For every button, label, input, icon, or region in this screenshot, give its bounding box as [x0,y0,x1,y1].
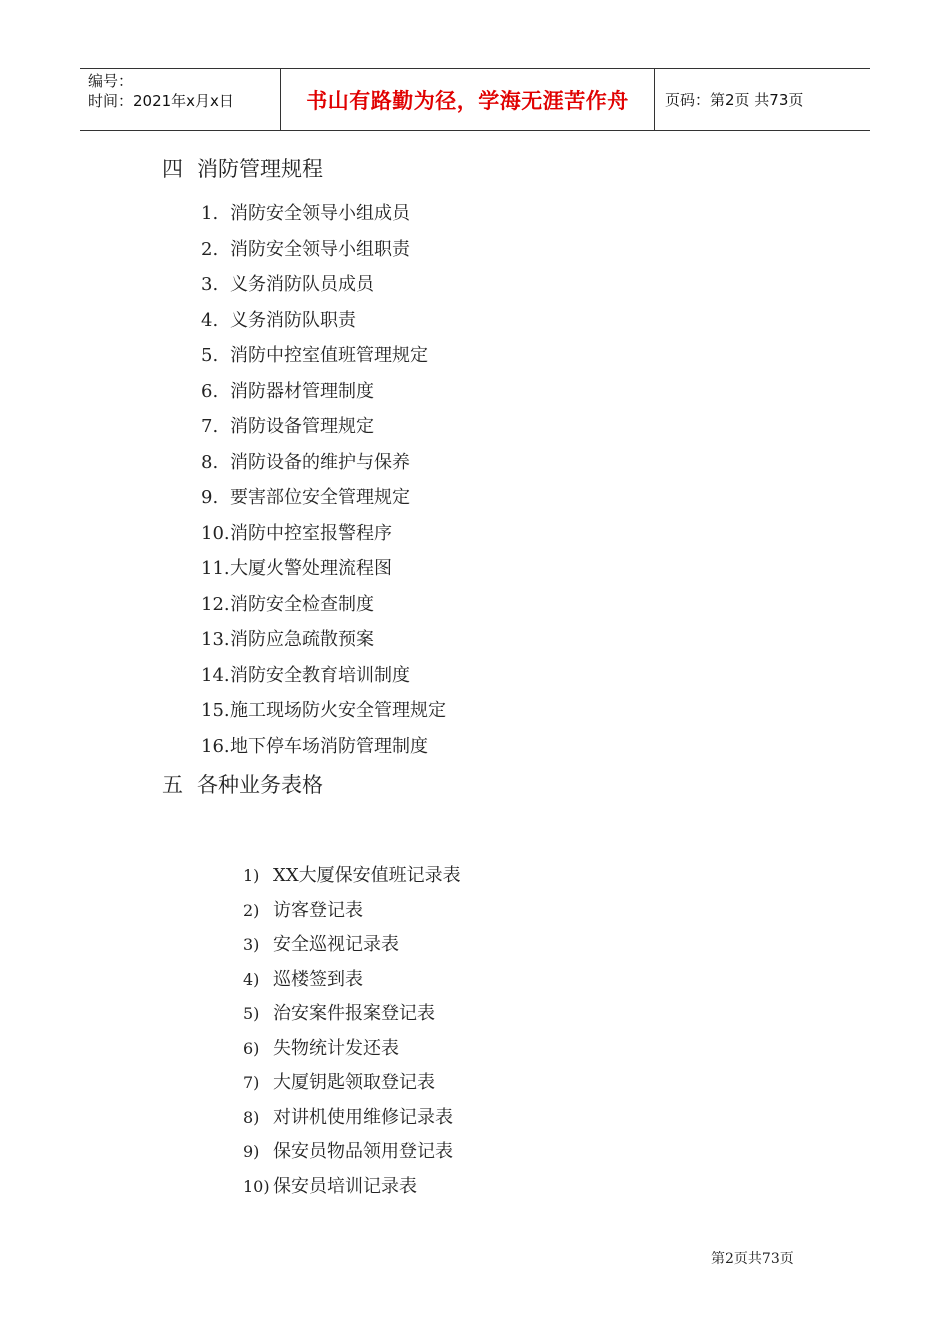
item-text: 大厦钥匙领取登记表 [273,1072,435,1093]
item-number: 1) [243,866,260,885]
item-text: 治安案件报案登记表 [273,1003,435,1024]
list-item [201,272,446,308]
item-number: 4. [201,309,219,331]
page-header [80,68,870,131]
section-5-title: 各种业务表格 [197,773,323,797]
item-number: 9) [243,1142,260,1161]
item-number: 8. [201,451,219,473]
item-text: 要害部位安全管理规定 [230,487,410,508]
list-item [201,521,446,557]
section-4-number: 四 [162,157,183,181]
item-text: 对讲机使用维修记录表 [273,1106,453,1128]
list-item [243,1036,461,1071]
list-item [201,379,446,415]
header-page-info: 页码：第2页 共73页 [665,91,804,109]
item-text: 消防设备的维护与保养 [230,451,410,473]
list-item [243,932,461,967]
list-item [201,308,446,344]
item-number: 13. [201,629,230,650]
list-item [243,967,461,1002]
item-text: 访客登记表 [273,899,363,921]
item-text: 义务消防队职责 [230,309,356,331]
item-text: 消防中控室报警程序 [230,522,392,544]
business-forms-list [243,863,461,1208]
list-item [201,698,446,734]
list-item [243,1139,461,1174]
item-text: 巡楼签到表 [273,968,363,990]
item-number: 9. [201,487,219,508]
list-item [201,414,446,450]
item-number: 10) [243,1176,270,1196]
item-text: 消防安全检查制度 [230,593,374,615]
item-text: 施工现场防火安全管理规定 [230,700,446,721]
list-item [201,556,446,592]
list-item [243,1070,461,1105]
item-number: 10. [201,522,230,544]
item-number: 2. [201,238,219,260]
item-text: 地下停车场消防管理制度 [230,735,428,757]
list-item [201,592,446,628]
item-text: 大厦火警处理流程图 [230,558,392,579]
section-5-number: 五 [162,773,183,797]
section-4-heading [162,153,323,183]
item-text: XX大厦保安值班记录表 [273,865,461,886]
item-text: 失物统计发还表 [273,1037,399,1059]
item-number: 5. [201,345,219,366]
item-number: 3) [243,935,260,954]
item-text: 保安员培训记录表 [273,1175,417,1197]
item-number: 2) [243,900,260,920]
item-number: 4) [243,969,260,989]
list-item [201,237,446,273]
item-number: 6) [243,1038,260,1058]
list-item [201,343,446,379]
page-footer: 第2页共73页 [711,1251,794,1267]
item-number: 5) [243,1004,260,1023]
item-text: 义务消防队员成员 [230,274,374,295]
list-item [201,450,446,486]
item-number: 14. [201,664,230,686]
item-text: 消防安全领导小组职责 [230,238,410,260]
item-number: 1. [201,203,219,224]
item-number: 12. [201,593,230,615]
list-item [243,1105,461,1140]
list-item [201,201,446,237]
header-meta-cell [80,69,281,130]
item-text: 消防器材管理制度 [230,380,374,402]
item-text: 消防应急疏散预案 [230,629,374,650]
item-text: 消防设备管理规定 [230,416,374,437]
list-item [201,734,446,770]
list-item [243,863,461,898]
list-item [201,627,446,663]
item-number: 7) [243,1073,260,1092]
section-4-title: 消防管理规程 [197,157,323,181]
item-text: 消防中控室值班管理规定 [230,345,428,366]
list-item [201,663,446,699]
item-number: 3. [201,274,219,295]
fire-management-list [201,201,446,769]
time-label: 时间：2021年x月x日 [88,92,234,110]
item-number: 6. [201,380,219,402]
list-item [243,1001,461,1036]
item-number: 8) [243,1107,260,1127]
item-number: 15. [201,700,230,721]
item-number: 16. [201,735,230,757]
section-5-heading [162,769,323,799]
item-number: 11. [201,558,230,579]
list-item [201,485,446,521]
item-text: 安全巡视记录表 [273,934,399,955]
item-text: 保安员物品领用登记表 [273,1141,453,1162]
header-motto: 书山有路勤为径，学海无涯苦作舟 [281,69,655,130]
item-text: 消防安全领导小组成员 [230,203,410,224]
list-item [243,1174,461,1209]
item-number: 7. [201,416,219,437]
list-item [243,898,461,933]
serial-label: 编号： [88,72,134,90]
item-text: 消防安全教育培训制度 [230,664,410,686]
